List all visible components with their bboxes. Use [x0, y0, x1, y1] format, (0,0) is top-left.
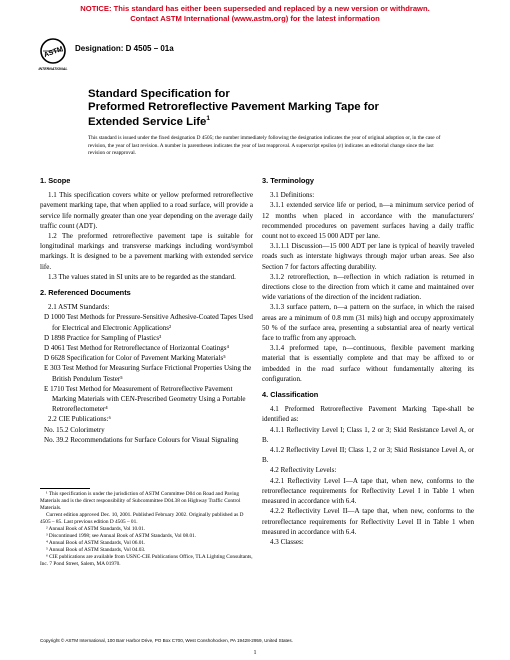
- title-line-2: Preformed Retroreflective Pavement Marking Tape for: [88, 100, 379, 113]
- paragraph-1-3: 1.3 The values stated in SI units are to be regarded as the standard.: [48, 272, 236, 281]
- classification-heading: 4. Classification: [262, 390, 319, 400]
- copyright-footer: Copyright © ASTM International, 100 Barr Harbor Drive, PO Box C700, West Conshohocken, PA 19428-2959, United States.: [40, 638, 293, 643]
- astm-logo-icon: [40, 38, 66, 74]
- terminology-heading: 3. Terminology: [262, 176, 315, 185]
- left-column: [40, 176, 253, 445]
- reflectivity-levels-label: 4.2 Reflectivity Levels:: [270, 466, 337, 475]
- ref-d1898: D 1898 Practice for Sampling of Plastics³: [44, 333, 162, 342]
- cie-publications-label: 2.2 CIE Publications:⁶: [48, 415, 111, 424]
- classification-4-2-1: 4.2.1 Reflectivity Level I—A tape that, when new, conforms to the retroreflectance requirements for Reflectivity Level I in Table 1 when measured in accordance with 6.4.: [262, 476, 474, 506]
- footnotes: [40, 491, 253, 568]
- footnote-6: ⁶ CIE publications are available from USNC-CIE Publications Office, TLA Lighting Consultants, Inc. 7 Pond Street, Salem, MA 01970.: [40, 554, 253, 567]
- notice-banner: [0, 4, 510, 23]
- definition-3-1-2: 3.1.2 retroreflection, n—reflection in which radiation is returned in directions close to the direction from which it came and maintained over wide variations of the direction of the incident radiation.: [262, 272, 474, 302]
- definition-3-1-3: 3.1.3 surface pattern, n—a pattern on the surface, in which the raised areas are a minimum of 0.8 mm (31 mils) high and occupy approximately 50 % of the surface area, presenting a substantial area of nearly vertical face to traffic from any approach.: [262, 303, 474, 343]
- paragraph-1-2: 1.2 The preformed retroreflective pavement tape is suitable for longitudinal markings and transverse markings including word/symbol markings. It is designed to be a pavement marking with extended service life.: [40, 232, 253, 271]
- definitions-label: 3.1 Definitions:: [270, 191, 315, 200]
- notice-line-2: Contact ASTM International (www.astm.org) for the latest information: [130, 13, 380, 23]
- page-title: [88, 88, 448, 128]
- title-footnote-mark: 1: [206, 115, 211, 122]
- ref-d1000: D 1000 Test Methods for Pressure-Sensitive Adhesive-Coated Tapes Used for Electrical and Electronic Applications²: [44, 313, 253, 332]
- ref-d4061: D 4061 Test Method for Retroreflectance of Horizontal Coatings⁴: [44, 344, 230, 353]
- classification-4-1: 4.1 Preformed Retroreflective Pavement Marking Tape-shall be identified as:: [262, 405, 474, 424]
- classes-label: 4.3 Classes:: [270, 537, 304, 546]
- footnote-1: ¹ This specification is under the jurisdiction of ASTM Committee D04 on Road and Paving Materials and is the direct responsibility of Subcommittee D04.38 on Highway Traffic Control Materials.: [40, 491, 241, 511]
- notice-line-1: NOTICE: This standard has either been superseded and replaced by a new version or withdrawn.: [80, 4, 430, 13]
- classification-4-1-1: 4.1.1 Reflectivity Level I; Class 1, 2 or 3; Skid Resistance Level A, or B.: [262, 425, 474, 444]
- page-number: 1: [253, 650, 257, 656]
- logo-subtext: INTERNATIONAL: [38, 67, 68, 71]
- astm-standards-label: 2.1 ASTM Standards:: [48, 303, 110, 312]
- preamble: This standard is issued under the fixed designation D 4505; the number immediately following the designation indicates the year of original adoption or, in the case of revision, the year of last revision. A number in parentheses indicates the year of last reapproval. A superscript epsilon (ε) indicates an editorial change since the last revision or reapproval.: [88, 135, 441, 157]
- title-line-3-text: Extended Service Life: [88, 115, 207, 128]
- title-line-1: Standard Specification for: [88, 88, 230, 100]
- scope-heading: 1. Scope: [40, 176, 71, 185]
- logo-text: ASTM: [42, 45, 65, 60]
- footnote-3: ³ Discontinued 1998; see Annual Book of ASTM Standards, Vol 08.01.: [46, 533, 197, 539]
- classification-4-2-2: 4.2.2 Reflectivity Level II—A tape that, when new, conforms to the retroreflectance requirements for Reflectivity Level II in Table 1 when measured in accordance with 6.4.: [262, 507, 474, 536]
- referenced-documents-heading: 2. Referenced Documents: [40, 288, 131, 298]
- footnote-5: ⁵ Annual Book of ASTM Standards, Vol 04.03.: [46, 547, 146, 553]
- designation: Designation: D 4505 – 01a: [75, 44, 174, 53]
- ref-cie-15-2: No. 15.2 Colorimetry: [44, 425, 105, 434]
- definition-3-1-4: 3.1.4 preformed tape, n—continuous, flexible pavement marking material that is essentially complete and that may be affixed to or imbedded in the road surface without fundamentally altering its configuration.: [262, 344, 474, 383]
- classification-4-1-2: 4.1.2 Reflectivity Level II; Class 1, 2 or 3; Skid Resistance Level A, or B.: [262, 446, 474, 465]
- footnote-2: ² Annual Book of ASTM Standards, Vol 10.01.: [46, 526, 146, 532]
- ref-e303: E 303 Test Method for Measuring Surface Frictional Properties Using the British Pendulum Tester⁵: [44, 364, 252, 383]
- title-line-3: [88, 113, 448, 128]
- ref-d6628: D 6628 Specification for Color of Pavement Marking Materials⁵: [44, 354, 226, 363]
- discussion-3-1-1-1: 3.1.1.1 Discussion—15 000 ADT per lane is typical of heavily traveled roads such as interstate highways through major urban areas. See also Section 7 for factors affecting durability.: [262, 242, 474, 271]
- footnote-edition: Current edition approved Dec. 10, 2001. Published February 2002. Originally published as D 4505 – 85. Last previous edition D 4505 – 01.: [40, 512, 244, 525]
- footnote-divider: [40, 488, 90, 489]
- ref-e1710: E 1710 Test Method for Measurement of Retroreflective Pavement Marking Materials with CEN-Prescribed Geometry Using a Portable Retroreflectometer⁴: [44, 384, 246, 414]
- definition-3-1-1: 3.1.1 extended service life or period, n—a minimum service period of 12 months when placed in accordance with the manufacturers' recommended procedures on pavement surfaces having a daily traffic count not to exceed 15 000 ADT per lane.: [262, 201, 474, 241]
- ref-cie-39-2: No. 39.2 Recommendations for Surface Colours for Visual Signaling: [44, 435, 239, 444]
- footnote-4: ⁴ Annual Book of ASTM Standards, Vol 06.01.: [46, 540, 146, 546]
- right-column: [262, 176, 474, 547]
- paragraph-1-1: 1.1 This specification covers white or yellow preformed retroreflective pavement marking tape, that when applied to a road surface, will provide a service life normally greater than one year depending on the average daily traffic count (ADT).: [40, 191, 253, 230]
